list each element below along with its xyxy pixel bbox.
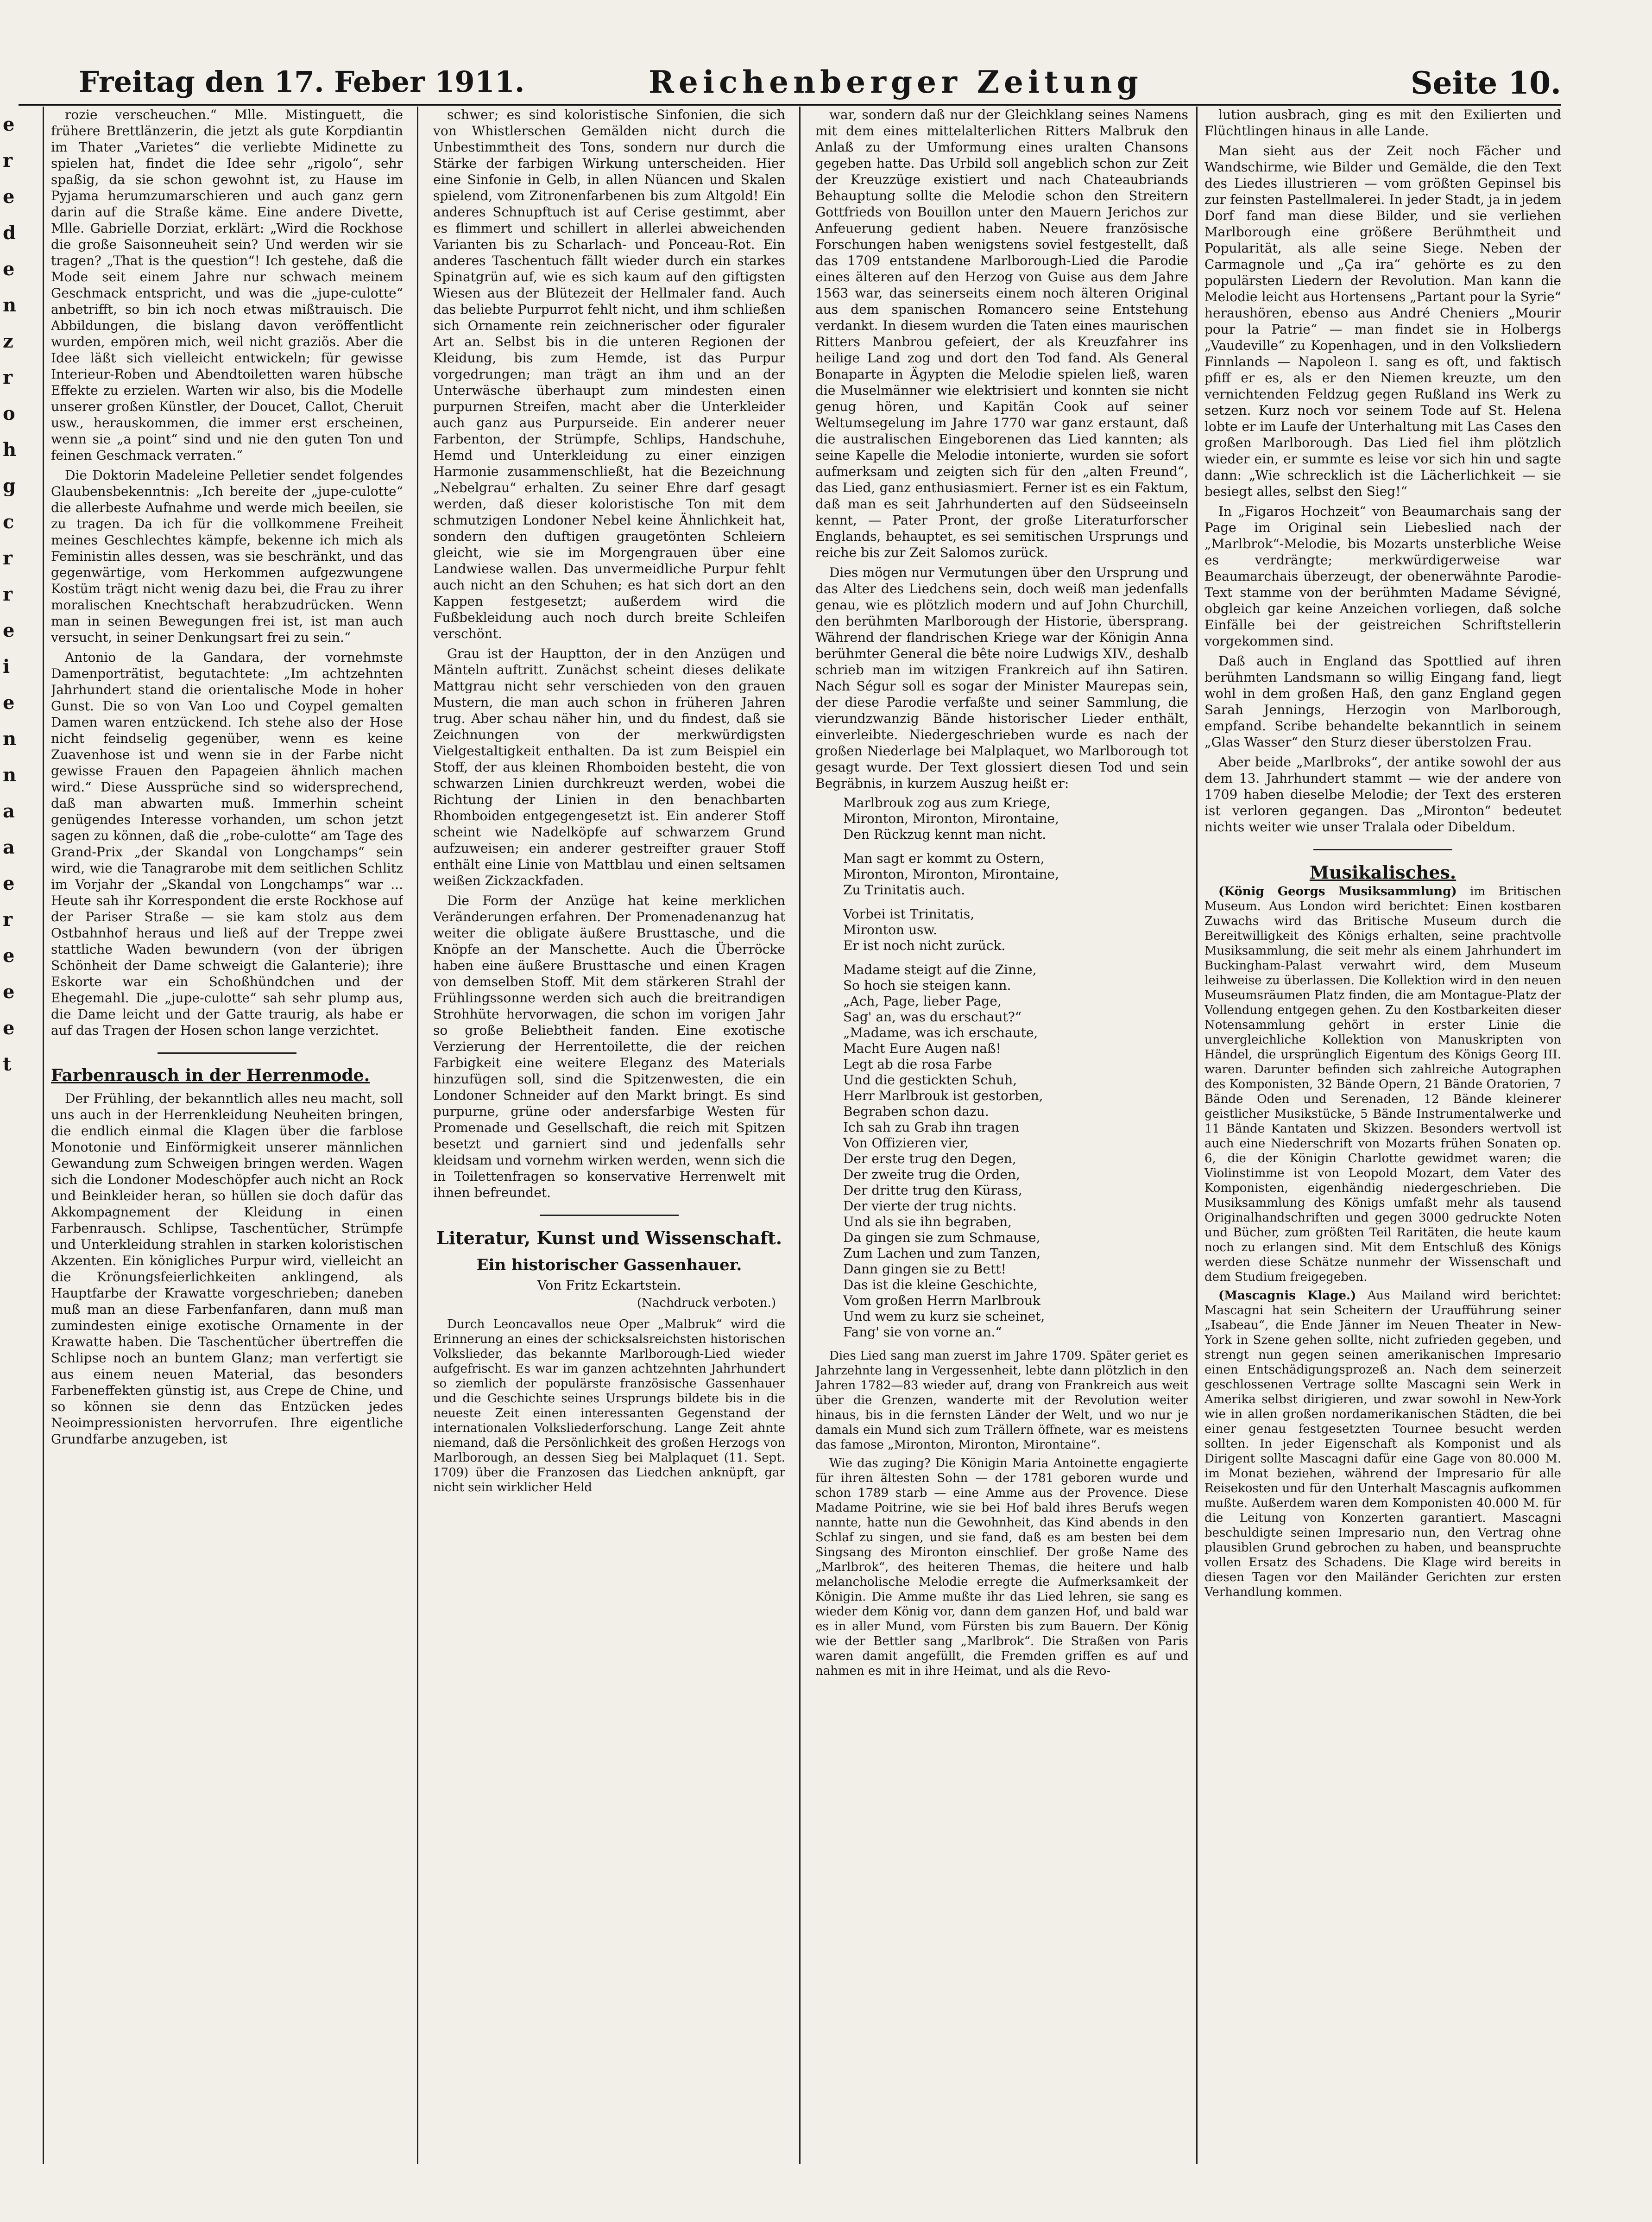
news-item-text: Aus Mailand wird berichtet: Mascagni hat sein Scheitern der Uraufführung seiner „Isabeau“, die Ende Jänner im Neuen Theater in New-York in Szene gehen sollte, nicht zufrieden gegeben, und strengt nun gegen seinen amerikanischen Impresario einen Entschädigungsprozeß an. Nach dem seinerzeit geschlossenen Vertrage sollte Mascagni sein Werk in Amerika selbst dirigieren, und zwar sowohl in New-York wie in allen großen nordamerikanischen Städten, die bei einer genau festgesetzten Tournee besucht werden sollten. In jeder Eigenschaft als Komponist und als Dirigent sollte Mascagni dafür eine Gage von 80.000 M. im Monat beziehen, während der Impresario für alle Reisekosten und für den Unterhalt Mascagnis aufkommen mußte. Außerdem waren dem Komponisten 40.000 M. für die Leitung von Konzerten garantiert. Mascagni beschuldigte seinen Impresario nun, den Vertrag ohne plausiblen Grund gebrochen zu haben, und beanspruchte vollen Ersatz des Schadens. Die Klage wird bereits in diesen Tagen vor den Mailänder Gerichten zur ersten Verhandlung kommen.: [1204, 1289, 1561, 1599]
cropped-letter: e: [3, 945, 15, 967]
column-rule: [799, 107, 801, 2164]
column-rule: [1196, 107, 1198, 2164]
section-divider: [158, 1052, 296, 1054]
header-rule: [19, 104, 1561, 106]
section-title: Musikalisches.: [1309, 862, 1457, 883]
article-note: (Nachdruck verboten.): [637, 1296, 776, 1310]
cropped-letter: g: [3, 475, 16, 497]
cropped-letter: h: [3, 439, 17, 461]
section-divider: [1313, 849, 1452, 850]
paragraph: Daß auch in England das Spottlied auf ihren berühmten Landsmann so willig Eingang fand, liegt wohl in dem großen Haß, den ganz England gegen Sarah Jennings, Herzogin von Marlborough, empfand. Scribe behandelte bekanntlich in seinem „Glas Wasser“ den Sturz dieser überstolzen Frau.: [1204, 653, 1561, 750]
page-header: [19, 56, 1561, 107]
column-rule: [417, 107, 418, 2164]
paragraph: Dies Lied sang man zuerst im Jahre 1709. Später geriet es Jahrzehnte lang in Vergessenheit, lebte dann plötzlich in den Jahren 1782—83 wieder auf, drang von Frankreich aus weit über die Grenzen, wanderte mit der Revolution weiter hinaus, bis in die fernsten Länder der Welt, und wo nur je damals ein Mund sich zum Trällern öffnete, war es meistens das famose „Mironton, Mironton, Mirontaine“.: [815, 1349, 1188, 1452]
header-date: Freitag den 17. Feber 1911.: [79, 65, 525, 99]
song-verse: Man sagt er kommt zu Ostern, Mironton, Mironton, Mirontaine, Zu Trinitatis auch.: [843, 851, 1059, 898]
paragraph: Die Form der Anzüge hat keine merklichen Veränderungen erfahren. Der Promenadenanzug hat weiter die obligate äußere Brusttasche, und die Knöpfe an der Manschette. Auch die Überröcke haben eine äußere Brusttasche und einen Kragen von demselben Stoff. Mit dem stärkeren Strahl der Frühlingssonne werden sich auch die breitrandigen Strohhüte hervorwagen, die schon im vorigen Jahr so große Beliebtheit fanden. Eine exotische Verzierung der Herrentoilette, die der reichen Farbigkeit eine weitere Eleganz des Materials hinzufügen soll, sind die Spitzenwesten, die ein Londoner Schneider auf den Markt bringt. Es sind purpurne, grüne oder andersfarbige Westen für Promenade und Gesellschaft, die reich mit Spitzen besetzt und garniert sind und jedenfalls sehr kleidsam und vornehm wirken werden, wenn sich die in Toilettenfragen so konservative Herrenwelt mit ihnen befreundet.: [433, 893, 785, 1200]
cropped-letter: e: [3, 692, 15, 714]
cropped-letter: e: [3, 1017, 15, 1039]
paragraph: Grau ist der Hauptton, der in den Anzügen und Mänteln auftritt. Zunächst scheint dieses delikate Mattgrau nicht sehr verschieden von den grauen Mustern, die man auch schon in früheren Jahren trug. Aber schau näher hin, und du findest, daß sie Zeichnungen von der merkwürdigsten Vielgestaltigkeit enthalten. Da ist zum Beispiel ein Stoff, der aus kleinen Rhomboiden besteht, die von schwarzen Linien durchkreuzt werden, wobei die Richtung der Linien in den benachbarten Rhomboiden entgegengesetzt ist. Ein anderer Stoff scheint wie Nadelköpfe auf schwarzem Grund aufzuweisen; ein anderer gestreifter grauer Stoff enthält eine Linie von Mattblau und einen seltsamen weißen Zickzackfaden.: [433, 646, 785, 888]
paragraph: Durch Leoncavallos neue Oper „Malbruk“ wird die Erinnerung an eines der schicksalsreichsten historischen Volkslieder, das bekannte Marlborough-Lied wieder aufgefrischt. Es war im ganzen achtzehnten Jahrhundert so ziemlich der populärste französische Gassenhauer und die Geschichte seines Ursprungs bildete bis in die neueste Zeit einen interessanten Gegenstand der internationalen Volksliederforschung. Lange Zeit ahnte niemand, daß die Persönlichkeit des großen Herzogs von Marlborough, an dessen Sieg bei Malplaquet (11. Sept. 1709) über die Franzosen das Liedchen anknüpft, gar nicht sein wirklicher Held: [433, 1317, 785, 1494]
paragraph: rozie verscheuchen.“ Mlle. Mistinguett, die frühere Brettlänzerin, die jetzt als gute Korpdiantin im Thater „Varietes“ die verliebte Midinette zu spielen hat, findet die Idee sehr „rigolo“, sehr spaßig, da sie schon gewohnt ist, zu Hause im Pyjama herumzumarschieren und auch ganz gern darin auf die Straße käme. Eine andere Divette, Mlle. Gabrielle Dorziat, erklärt: „Wird die Rockhose die große Saisonneuheit sein? Und werden wir sie tragen? „That is the question“! Ich gestehe, daß die Mode seit einem Jahre nur schwach meinem Geschmack entspricht, und was die „jupe-culotte“ anbetrifft, so bin ich noch etwas mißtrauisch. Die Abbildungen, die bislang davon veröffentlicht wurden, empören mich, weil nicht graziös. Aber die Idee läßt sich vielleicht entwickeln; für gewisse Interieur-Roben und Abendtoiletten waren hübsche Effekte zu erzielen. Warten wir also, bis die Modelle unserer großen Künstler, der Doucet, Callot, Cheruit usw., herauskommen, die immer erst erscheinen, wenn sie „a point“ sind und nie den guten Ton und feinen Geschmack verraten.“: [51, 107, 403, 463]
column-1: [51, 107, 403, 2169]
cropped-letter: o: [3, 403, 15, 424]
cropped-letter: r: [3, 909, 13, 931]
column-rule: [43, 107, 44, 2164]
paragraph: Dies mögen nur Vermutungen über den Ursprung und das Alter des Liedchens sein, doch weiß man jedenfalls genau, wie es plötzlich modern und auf John Churchill, den berühmten Marlborough der Historie, übersprang. Während der flandrischen Kriege war der Königin Anna berühmter General die bête noire Ludwigs XIV., deshalb schrieb man im witzigen Frankreich auf ihn Satiren. Nach Ségur soll es sogar der Minister Maurepas sein, der diese Parodie verfaßte und seiner Sammlung, die vierundzwanzig Bände historischer Lieder enthält, einverleibte. Niedergeschrieben wurde es nach der großen Niederlage bei Malplaquet, wo Marlborough tot gesagt wurde. Der Text glossiert diesen Tod und sein Begräbnis, in kurzem Auszug heißt er:: [815, 565, 1188, 791]
cropped-letter: r: [3, 547, 13, 569]
cropped-letter: n: [3, 728, 17, 750]
article-title: Ein historischer Gassenhauer.: [476, 1256, 742, 1274]
cropped-letter: c: [3, 511, 14, 533]
cropped-letter: e: [3, 186, 15, 208]
paragraph: Der Frühling, der bekanntlich alles neu macht, soll uns auch in der Herrenkleidung Neuheiten bringen, die endlich einmal die Klagen über die farblose Monotonie und Einförmigkeit unserer männlichen Gewandung zum Schweigen bringen werden. Wagen sich die Londoner Modeschöpfer auch nicht an Rock und Beinkleider heran, so hüllen sie doch dafür das Akkompagnement der Kleidung in einen Farbenrausch. Schlipse, Taschentücher, Strümpfe und Unterkleidung strahlen in starken koloristischen Akzenten. Ein königliches Purpur wird, vielleicht an die Krönungsfeierlichkeiten anklingend, als Hauptfarbe der Krawatte vorgeschrieben; daneben muß man an diese Farbenfanfaren, dann muß man zumindesten einige exotische Ornamente in der Krawatte haben. Die Taschentücher übertreffen die Schlipse noch an buntem Glanz; man verfertigt sie aus einem neuen Material, das besonders Farbeneffekten günstig ist, aus Crepe de Chine, und so können sie denn das Entzücken jedes Neoimpressionisten hervorrufen. Ihre eigentliche Grundfarbe anzugeben, ist: [51, 1091, 403, 1447]
section-title: Literatur, Kunst und Wissenschaft.: [436, 1228, 782, 1248]
news-item: [1204, 884, 1561, 1285]
paragraph: In „Figaros Hochzeit“ von Beaumarchais sang der Page im Original sein Liebeslied nach der „Marlbrok“-Melodie, bis Mozarts unsterbliche Weise es verdrängte; merkwürdigerweise war Beaumarchais überzeugt, der obenerwähnte Parodie-Text stamme von der berühmten Madame Sévigné, obgleich gar keine Anzeichen vorliegen, daß solche Einfälle bei der geistreichen Schriftstellerin vorgekommen sind.: [1204, 504, 1561, 649]
header-page-number: Seite 10.: [1410, 65, 1561, 101]
cropped-letter: e: [3, 981, 15, 1003]
cropped-letter: e: [3, 258, 15, 280]
paragraph: Man sieht aus der Zeit noch Fächer und Wandschirme, wie Bilder und Gemälde, die den Text des Liedes illustrieren — vom größten Gepinsel bis zur feinsten Pastellmalerei. In jeder Stadt, ja in jedem Dorf fand man diese Bilder, und sie verliehen Marlborough eine größere Berühmtheit und Popularität, als alle seine Siege. Neben der Carmagnole und „Ça ira“ gehörte es zu den populärsten Liedern der Revolution. Man kann die Melodie leicht aus Hortensens „Partant pour la Syrie“ heraushören, ebenso aus André Cheniers „Mourir pour la Patrie“ — man findet sie in Holbergs „Vaudeville“ zu Kopenhagen, und in den Volksliedern Finnlands — Napoleon I. sang es oft, und faktisch pfiff er es, als er den Niemen kreuzte, um den vernichtenden Feldzug gegen Rußland ins Werk zu setzen. Kurz noch vor seinem Tode auf St. Helena lobte er im Laufe der Unterhaltung mit Las Cases den großen Marlborough. Das Lied fiel ihm plötzlich wieder ein, er summte es leise vor sich hin und sagte dann: „Wie schrecklich ist die Lächerlichkeit — sie besiegt alles, selbst den Sieg!“: [1204, 143, 1561, 499]
cropped-letter: r: [3, 583, 13, 605]
cropped-letter: r: [3, 150, 13, 171]
paragraph: Wie das zuging? Die Königin Maria Antoinette engagierte für ihren ältesten Sohn — der 1781 geboren wurde und schon 1789 starb — eine Amme aus der Provence. Diese Madame Poitrine, wie sie bei Hof bald ihres Berufs wegen nannte, hatte nun die Gewohnheit, das Kind abends in den Schlaf zu singen, und sie fand, daß es am besten bei dem Singsang des Mironton einschlief. Der große Name des „Marlbrok“, des heiteren Themas, die heitere und halb melancholische Melodie erregte die Aufmerksamkeit der Königin. Die Amme mußte ihr das Lied lehren, sie sang es wieder dem König vor, dann dem ganzen Hof, und bald war es in aller Mund, vom Fürsten bis zum Bauern. Der König wie der Bettler sang „Marlbrok“. Die Straßen von Paris waren damit angefüllt, die Fremden griffen es auf und nahmen es mit in ihre Heimat, und als die Revo-: [815, 1456, 1188, 1678]
paragraph: Antonio de la Gandara, der vornehmste Damenporträtist, begutachtete: „Im achtzehnten Jahrhundert stand die orientalische Mode in hoher Gunst. Die so von Van Loo und Coypel gemalten Damen waren entzückend. Ich stehe also der Hose nicht feindselig gegenüber, wenn es keine Zuavenhose ist und wenn sie in der Farbe nicht gewisse Frauen den Papageien ähnlich machen wird.“ Diese Aussprüche sind so widersprechend, daß man abwarten muß. Immerhin scheint genügendes Interesse vorhanden, um schon jetzt sagen zu können, daß die „robe-culotte“ am Tage des Grand-Prix „der Skandal von Longchamps“ sein wird, wie die Tanagrarobe mit dem seitlichen Schlitz im Vorjahr der „Skandal von Longchamps“ war ... Heute sah ihr Korrespondent die erste Rockhose auf der Pariser Straße — sie kam stolz aus dem Ostbahnhof heraus und ließ auf der Treppe zwei stattliche Waden bewundern (von der übrigen Schönheit der Dame schweigt die Galanterie); ihre Eskorte war ein Schoßhündchen und der Ehegemahl. Die „jupe-culotte“ sah sehr plump aus, die Dame leicht und der Gatte traurig, als habe er auf das Tragen der Hosen schon lange verzichtet.: [51, 650, 403, 1038]
cropped-letter: i: [3, 656, 10, 677]
cropped-letter: d: [3, 222, 16, 244]
column-3: [815, 107, 1188, 2169]
cropped-letter: a: [3, 800, 15, 822]
cropped-letter: t: [3, 1053, 12, 1075]
song-verse: Marlbrouk zog aus zum Kriege, Mironton, Mironton, Mirontaine, Den Rückzug kennt man nicht.: [843, 795, 1059, 842]
article-byline: Von Fritz Eckartstein.: [537, 1278, 681, 1293]
paragraph: Aber beide „Marlbroks“, der antike sowohl der aus dem 13. Jahrhundert stammt — wie der andere von 1709 haben dieselbe Melodie; der Text des ersteren ist verloren gegangen. Das „Mironton“ bedeutet nichts weiter wie unser Tralala oder Dibeldum.: [1204, 754, 1561, 835]
paragraph: lution ausbrach, ging es mit den Exilierten und Flüchtlingen hinaus in alle Lande.: [1204, 107, 1561, 139]
section-title: Farbenrausch in der Herrenmode.: [51, 1066, 370, 1085]
song-verse: Madame steigt auf die Zinne, So hoch sie steigen kann. „Ach, Page, lieber Page, Sag' an, was du erschaut?“ „Madame, was ich erschaute, Macht Eure Augen naß! Legt ab die rosa Farbe Und die gestickten Schuh, Herr Marlbrouk ist gestorben, Begraben schon dazu. Ich sah zu Grab ihn tragen Von Offizieren vier, Der erste trug den Degen, Der zweite trug die Orden, Der dritte trug den Kürass, Der vierte der trug nichts. Und als sie ihn begraben, Da gingen sie zum Schmause, Zum Lachen und zum Tanzen, Dann gingen sie zu Bett! Das ist die kleine Geschichte, Vom großen Herrn Marlbrouk Und wem zu kurz sie scheinet, Fang' sie von vorne an.“: [843, 962, 1045, 1340]
cropped-letter: n: [3, 294, 17, 316]
cropped-letter: e: [3, 620, 15, 641]
news-item-title: (Mascagnis Klage.): [1218, 1289, 1356, 1303]
cropped-letter: z: [3, 330, 13, 352]
column-2: [433, 107, 785, 2169]
news-item-title: (König Georgs Musiksammlung): [1218, 885, 1457, 899]
cropped-left-column: [0, 107, 37, 2169]
paragraph: war, sondern daß nur der Gleichklang seines Namens mit dem eines mittelalterlichen Ritters Malbruk den Anlaß zu der Umformung eines uralten Chansons gegeben hatte. Das Urbild soll angeblich schon zur Zeit der Kreuzzüge existiert und nach Chateaubriands Behauptung sollte die Melodie schon den Streitern Gottfrieds von Bouillon unter den Mauern Jerichos zur Anfeuerung gedient haben. Neuere französische Forschungen haben wenigstens soviel festgestellt, daß das 1709 entstandene Marlborough-Lied die Parodie eines älteren auf den Herzog von Guise aus dem Jahre 1563 war, das seinerseits einem noch älteren Original aus dem spanischen Romancero seine Entstehung verdankt. In diesem wurden die Taten eines maurischen Ritters Manbrou gefeiert, der als Kreuzfahrer ins heilige Land zog und dort den Tod fand. Als General Bonaparte in Ägypten die Melodie spielen ließ, waren die Muselmänner wie elektrisiert und konnten sie nicht genug hören, und Kapitän Cook auf seiner Weltumsegelung im Jahre 1770 war ganz erstaunt, daß die australischen Eingeborenen das Lied kannten; als seine Kapelle die Melodie intonierte, wurden sie sofort aufmerksam und zeigten sich für den „alten Freund“, das Lied, ganz enthusiasmiert. Ferner ist es ein Faktum, daß man es seit Jahrhunderten auf den Südseeinseln kennt, — Pater Pront, der große Literaturforscher Englands, behauptet, es sei semitischen Ursprungs und reiche bis zur Zeit Salomos zurück.: [815, 107, 1188, 560]
section-divider: [540, 1215, 679, 1216]
paragraph: Die Doktorin Madeleine Pelletier sendet folgendes Glaubensbekenntnis: „Ich bereite der „jupe-culotte“ die allerbeste Aufnahme und werde mich beeilen, sie zu tragen. Da ich für die vollkommene Freiheit meines Geschlechtes kämpfe, bekenne ich mich als Feministin alles dessen, was sie beschränkt, und das gegenwärtige, vom Herkommen aufgezwungene Kostüm trägt nicht wenig dazu bei, die Frau zu ihrer moralischen Knechtschaft herabzudrücken. Wenn man in seinen Bewegungen frei ist, ist man auch versucht, in seiner Denkungsart frei zu sein.“: [51, 468, 403, 645]
cropped-letter: n: [3, 764, 17, 786]
cropped-letter: e: [3, 873, 15, 894]
paragraph: schwer; es sind koloristische Sinfonien, die sich von Whistlerschen Gemälden nicht durch die Unbestimmtheit des Tons, sondern nur durch die Stärke der farbigen Wirkung unterscheiden. Hier eine Sinfonie in Gelb, in allen Nüancen und Skalen spielend, vom Zitronenfarbenen bis zum Altgold! Ein anderes Schnupftuch ist auf Cerise gestimmt, aber es flimmert und schillert in allerlei abweichenden Varianten bis zu Scharlach- und Ponceau-Rot. Ein anderes Taschentuch fällt wieder durch ein starkes Spinatgrün auf, wie es sich kaum auf den giftigsten Wiesen aus der Blütezeit der Hellmaler fand. Auch das beliebte Purpurrot fehlt nicht, und ihm schließen sich Ornamente rein zeichnerischer oder figuraler Art an. Selbst bis in die unteren Regionen der Kleidung, bis zum Hemde, ist das Purpur vorgedrungen; man trägt an ihm und an der Unterwäsche überhaupt zum mindesten einen purpurnen Streifen, macht aber die Unterkleider auch ganz aus Purpurseide. Ein anderer neuer Farbenton, der Strümpfe, Schlips, Handschuhe, Hemd und Unterkleidung zu einer einzigen Harmonie zusammenschließt, hat die Bezeichnung „Nebelgrau“ erhalten. Zu seiner Ehre darf gesagt werden, daß dieser koloristische Ton mit dem schmutzigen Londoner Nebel keine Ähnlichkeit hat, sondern den duftigen graugetönten Schleiern gleicht, wie sie im Morgengrauen über eine Landwiese wallen. Das unvermeidliche Purpur fehlt auch nicht an den Schuhen; es hat sich dort an den Kappen festgesetzt; außerdem wird die Fußbekleidung auch noch durch breite Schleifen verschönt.: [433, 107, 785, 641]
cropped-letter: a: [3, 836, 15, 858]
cropped-letter: e: [3, 114, 15, 135]
cropped-letter: r: [3, 367, 13, 388]
song-verse: Vorbei ist Trinitatis, Mironton usw. Er ist noch nicht zurück.: [843, 906, 1006, 953]
news-item-text: im Britischen Museum. Aus London wird berichtet: Einen kostbaren Zuwachs wird das Britische Museum durch die Bereitwilligkeit des Königs erhalten, seine prachtvolle Musiksammlung, die seit mehr als einem Jahrhundert im Buckingham-Palast verwahrt wird, dem Museum leihweise zu überlassen. Die Kollektion wird in den neuen Museumsräumen Platz finden, die am Montague-Platz der Vollendung entgegen gehen. Zu den Kostbarkeiten dieser Notensammlung gehört in erster Linie die unvergleichliche Kollektion von Manuskripten von Händel, die ursprünglich Eigentum des Königs Georg III. waren. Darunter befinden sich zahlreiche Autographen des Komponisten, 32 Bände Opern, 21 Bände Oratorien, 7 Bände Oden und Serenaden, 12 Bände kleinerer geistlicher Musikstücke, 5 Bände Instrumentalwerke und 11 Bände Kantaten und Skizzen. Besonders wertvoll ist auch eine Niederschrift von Mozarts frühen Sonaten op. 6, die der Königin Charlotte gewidmet waren; die Violinstimme ist von Leopold Mozart, dem Vater des Komponisten, eigenhändig niedergeschrieben. Die Musiksammlung des Königs umfaßt mehr als tausend Originalhandschriften und gegen 3000 gedruckte Noten und Bücher, zum größten Teil Raritäten, die heute kaum noch zu erlangen sind. Mit dem Entschluß des Königs werden diese Schätze nunmehr der Wissenschaft und dem Studium freigegeben.: [1204, 885, 1561, 1284]
news-item: [1204, 1288, 1561, 1600]
cropped-letters: [0, 107, 37, 1083]
column-4: [1204, 107, 1561, 2169]
header-paper-name: Reichenberger Zeitung: [649, 64, 1143, 100]
